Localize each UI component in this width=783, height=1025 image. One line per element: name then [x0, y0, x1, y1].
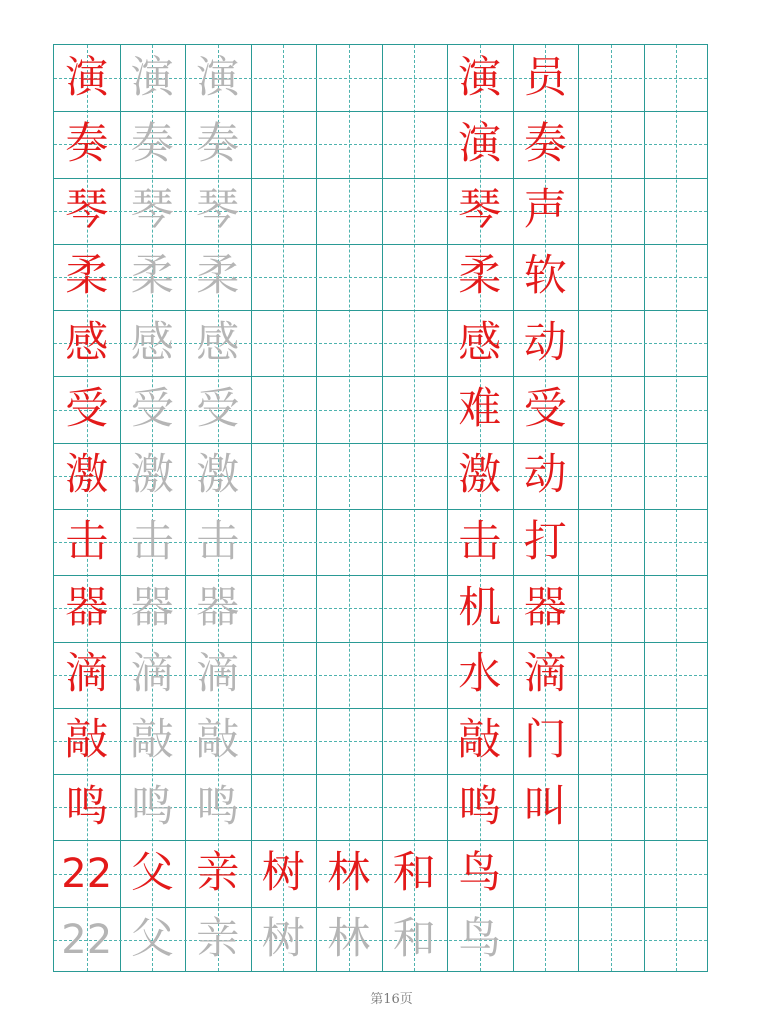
word-character: 激	[458, 450, 502, 501]
trace-character: 受	[196, 384, 240, 435]
trace-character: 演	[196, 52, 240, 103]
trace-character: 奏	[196, 118, 240, 169]
trace-character: 滴	[130, 649, 174, 700]
model-character: 滴	[65, 649, 109, 700]
word-character: 演	[458, 52, 502, 103]
lesson-trace-character: 父	[130, 914, 174, 965]
lesson-trace-character: 和	[392, 914, 436, 965]
lesson-trace-character: 树	[261, 914, 305, 965]
trace-character: 敲	[130, 715, 174, 766]
trace-character: 击	[196, 516, 240, 567]
word-character: 动	[523, 450, 567, 501]
trace-character: 感	[130, 317, 174, 368]
trace-character: 柔	[130, 251, 174, 302]
trace-character: 鸣	[196, 781, 240, 832]
grid-line	[382, 45, 383, 971]
lesson-trace-character: 鸟	[458, 914, 502, 965]
model-character: 器	[65, 582, 109, 633]
word-character: 动	[523, 317, 567, 368]
word-character: 水	[458, 649, 502, 700]
lesson-trace-number: 22	[61, 916, 113, 963]
model-character: 激	[65, 450, 109, 501]
word-character: 击	[458, 516, 502, 567]
word-character: 门	[523, 715, 567, 766]
model-character: 奏	[65, 118, 109, 169]
lesson-trace-character: 林	[327, 914, 371, 965]
word-character: 受	[523, 384, 567, 435]
lesson-trace-character: 亲	[196, 914, 240, 965]
lesson-model-character: 林	[327, 848, 371, 899]
lesson-model-character: 和	[392, 848, 436, 899]
grid-line	[578, 45, 579, 971]
word-character: 员	[523, 52, 567, 103]
trace-character: 器	[196, 582, 240, 633]
lesson-model-character: 亲	[196, 848, 240, 899]
lesson-model-character: 父	[130, 848, 174, 899]
word-character: 柔	[458, 251, 502, 302]
model-character: 琴	[65, 185, 109, 236]
model-character: 感	[65, 317, 109, 368]
trace-character: 器	[130, 582, 174, 633]
word-character: 演	[458, 118, 502, 169]
grid-guide-line	[349, 45, 350, 971]
word-character: 叫	[523, 781, 567, 832]
grid-guide-line	[283, 45, 284, 971]
word-character: 机	[458, 582, 502, 633]
word-character: 奏	[523, 118, 567, 169]
model-character: 演	[65, 52, 109, 103]
word-character: 软	[523, 251, 567, 302]
trace-character: 柔	[196, 251, 240, 302]
lesson-model-character: 鸟	[458, 848, 502, 899]
trace-character: 滴	[196, 649, 240, 700]
trace-character: 奏	[130, 118, 174, 169]
trace-character: 鸣	[130, 781, 174, 832]
writing-grid-sheet	[53, 44, 708, 972]
grid-line	[644, 45, 645, 971]
grid-guide-line	[414, 45, 415, 971]
model-character: 受	[65, 384, 109, 435]
word-character: 鸣	[458, 781, 502, 832]
trace-character: 感	[196, 317, 240, 368]
lesson-model-character: 树	[261, 848, 305, 899]
grid-line	[316, 45, 317, 971]
trace-character: 激	[130, 450, 174, 501]
page-number: 第16页	[370, 992, 413, 1007]
trace-character: 击	[130, 516, 174, 567]
lesson-model-number: 22	[61, 850, 113, 897]
grid-guide-line	[611, 45, 612, 971]
trace-character: 琴	[130, 185, 174, 236]
word-character: 声	[523, 185, 567, 236]
word-character: 打	[523, 516, 567, 567]
word-character: 感	[458, 317, 502, 368]
trace-character: 琴	[196, 185, 240, 236]
word-character: 器	[523, 582, 567, 633]
word-character: 滴	[523, 649, 567, 700]
grid-guide-line	[676, 45, 677, 971]
word-character: 琴	[458, 185, 502, 236]
model-character: 鸣	[65, 781, 109, 832]
grid-line	[251, 45, 252, 971]
trace-character: 激	[196, 450, 240, 501]
model-character: 击	[65, 516, 109, 567]
trace-character: 演	[130, 52, 174, 103]
model-character: 柔	[65, 251, 109, 302]
word-character: 敲	[458, 715, 502, 766]
word-character: 难	[458, 384, 502, 435]
model-character: 敲	[65, 715, 109, 766]
trace-character: 受	[130, 384, 174, 435]
trace-character: 敲	[196, 715, 240, 766]
